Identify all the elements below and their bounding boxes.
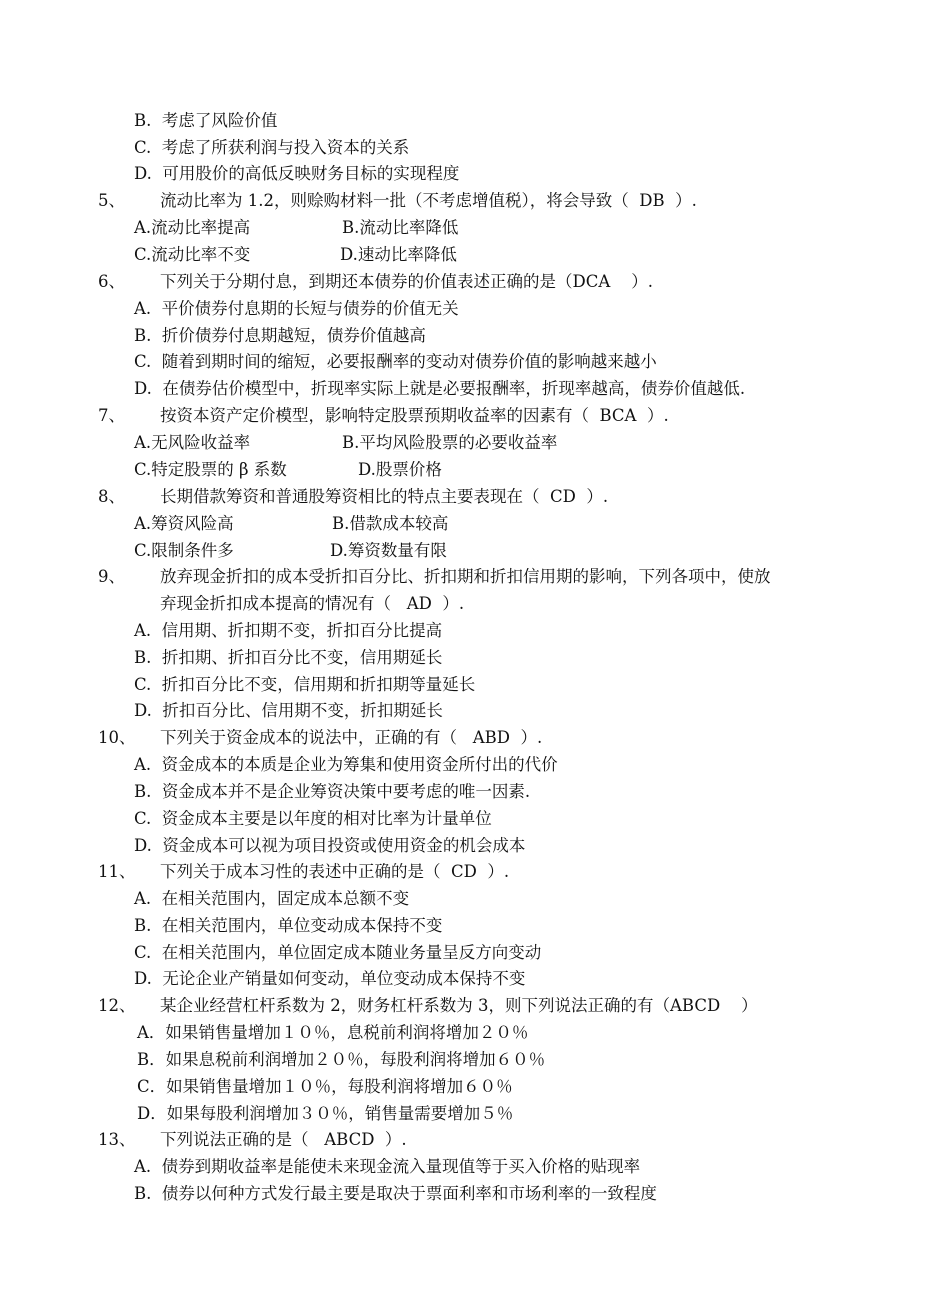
option-b: B.借款成本较高	[332, 514, 449, 533]
question-text-continued: 弃现金折扣成本提高的情况有（ AD ）.	[160, 594, 465, 613]
option-b: B. 债券以何种方式发行最主要是取决于票面利率和市场利率的一致程度	[134, 1184, 657, 1203]
question-text: 下列关于资金成本的说法中，正确的有（ ABD ）.	[160, 728, 543, 747]
option-a: A. 债券到期收益率是能使未来现金流入量现值等于买入价格的贴现率	[134, 1157, 641, 1176]
question-text: 长期借款筹资和普通股筹资相比的特点主要表现在（ CD ）.	[160, 487, 609, 506]
option-c: C.限制条件多	[134, 541, 234, 560]
option-d: D. 在债券估价模型中，折现率实际上就是必要报酬率，折现率越高，债券价值越低.	[134, 379, 746, 398]
question-number: 6、	[98, 272, 125, 291]
option-b: B. 折价债券付息期越短，债券价值越高	[134, 326, 426, 345]
question-number: 13、	[98, 1130, 136, 1149]
option-a: A.无风险收益率	[134, 433, 251, 452]
question-text: 下列关于分期付息，到期还本债券的价值表述正确的是（DCA ）.	[160, 272, 653, 291]
option-b: B. 折扣期、折扣百分比不变，信用期延长	[134, 648, 443, 667]
question-text: 放弃现金折扣的成本受折扣百分比、折扣期和折扣信用期的影响，下列各项中，使放	[160, 567, 771, 586]
option-d: D. 无论企业产销量如何变动，单位变动成本保持不变	[134, 969, 526, 988]
option-b: B. 在相关范围内，单位变动成本保持不变	[134, 916, 443, 935]
question-number: 10、	[98, 728, 136, 747]
option-c: C.流动比率不变	[134, 245, 251, 264]
option-d: D.股票价格	[358, 460, 442, 479]
option-c: C．如果销售量增加１０％，每股利润将增加６０％	[137, 1077, 513, 1096]
question-number: 9、	[98, 567, 125, 586]
option-c: C. 考虑了所获利润与投入资本的关系	[134, 138, 410, 157]
option-b: B．如果息税前利润增加２０％，每股利润将增加６０％	[137, 1050, 546, 1069]
question-number: 7、	[98, 406, 125, 425]
question-text: 某企业经营杠杆系数为 2，财务杠杆系数为 3，则下列说法正确的有（ABCD ）	[160, 996, 758, 1015]
option-a: A.筹资风险高	[134, 514, 234, 533]
option-c: C. 折扣百分比不变，信用期和折扣期等量延长	[134, 675, 476, 694]
question-number: 8、	[98, 487, 125, 506]
option-a: A. 信用期、折扣期不变，折扣百分比提高	[134, 621, 443, 640]
option-b: B.流动比率降低	[342, 218, 459, 237]
question-text: 下列说法正确的是（ ABCD ）.	[160, 1130, 407, 1149]
option-a: A. 平价债券付息期的长短与债券的价值无关	[134, 299, 459, 318]
option-b: B. 考虑了风险价值	[134, 111, 278, 130]
option-b: B. 资金成本并不是企业筹资决策中要考虑的唯一因素.	[134, 782, 531, 801]
option-d: D.筹资数量有限	[330, 541, 447, 560]
question-text: 流动比率为 1.2，则赊购材料一批（不考虑增值税），将会导致（ DB ）.	[160, 191, 697, 210]
option-d: D. 可用股价的高低反映财务目标的实现程度	[134, 164, 460, 183]
option-a: A. 在相关范围内，固定成本总额不变	[134, 889, 410, 908]
option-a: A.流动比率提高	[134, 218, 251, 237]
question-number: 12、	[98, 996, 136, 1015]
option-a: A．如果销售量增加１０％，息税前利润将增加２０％	[137, 1023, 529, 1042]
question-text: 按资本资产定价模型，影响特定股票预期收益率的因素有（ BCA ）.	[160, 406, 669, 425]
option-d: D.速动比率降低	[340, 245, 457, 264]
option-a: A. 资金成本的本质是企业为筹集和使用资金所付出的代价	[134, 755, 558, 774]
question-number: 11、	[98, 862, 136, 881]
option-c: C.特定股票的 β 系数	[134, 460, 287, 479]
option-b: B.平均风险股票的必要收益率	[342, 433, 558, 452]
option-d: D. 折扣百分比、信用期不变，折扣期延长	[134, 701, 443, 720]
option-c: C. 在相关范围内，单位固定成本随业务量呈反方向变动	[134, 943, 542, 962]
option-d: D. 资金成本可以视为项目投资或使用资金的机会成本	[134, 836, 526, 855]
option-d: D．如果每股利润增加３０％，销售量需要增加５％	[137, 1104, 514, 1123]
option-c: C. 资金成本主要是以年度的相对比率为计量单位	[134, 809, 492, 828]
option-c: C. 随着到期时间的缩短，必要报酬率的变动对债券价值的影响越来越小	[134, 352, 657, 371]
question-text: 下列关于成本习性的表述中正确的是（ CD ）.	[160, 862, 510, 881]
question-number: 5、	[98, 191, 125, 210]
